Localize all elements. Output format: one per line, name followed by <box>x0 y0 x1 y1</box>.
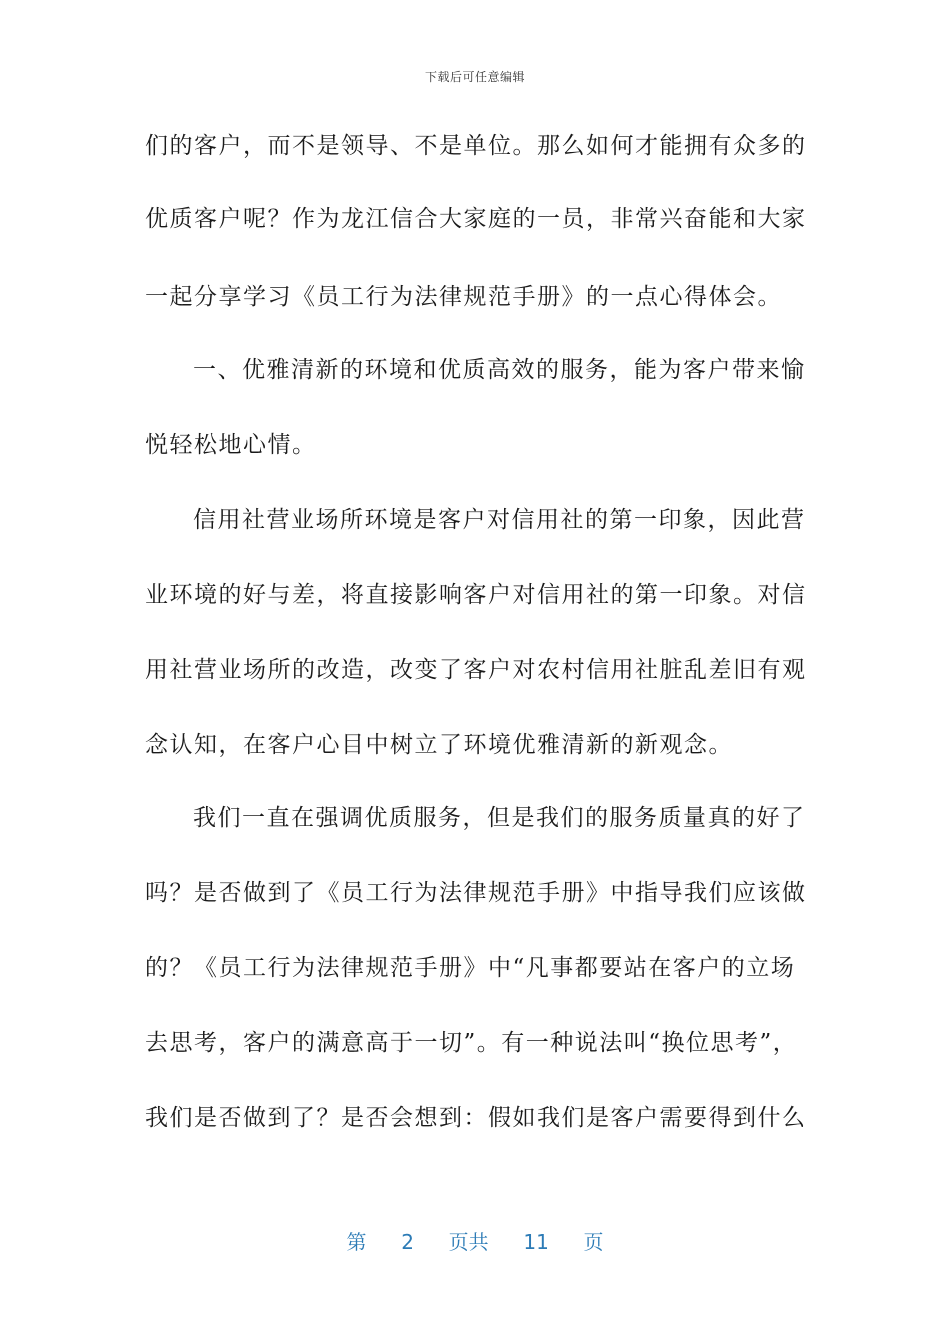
footer-total-pages: 11 <box>523 1230 549 1254</box>
text-line: 我们是否做到了？是否会想到：假如我们是客户需要得到什么 <box>145 1105 807 1131</box>
text-line: 吗？是否做到了《员工行为法律规范手册》中指导我们应该做 <box>145 880 807 906</box>
footer-page-number: 2 <box>401 1230 414 1254</box>
text-line: 念认知，在客户心目中树立了环境优雅清新的新观念。 <box>145 732 733 758</box>
text-line: 一起分享学习《员工行为法律规范手册》的一点心得体会。 <box>145 284 782 310</box>
text-line: 信用社营业场所环境是客户对信用社的第一印象，因此营 <box>193 507 806 533</box>
text-line: 们的客户，而不是领导、不是单位。那么如何才能拥有众多的 <box>145 133 807 159</box>
footer-suffix: 页 <box>583 1230 604 1254</box>
text-line: 的？《员工行为法律规范手册》中“凡事都要站在客户的立场 <box>145 955 796 981</box>
text-line: 用社营业场所的改造，改变了客户对农村信用社脏乱差旧有观 <box>145 657 807 683</box>
page-footer <box>0 1226 950 1255</box>
text-line: 优质客户呢？作为龙江信合大家庭的一员，非常兴奋能和大家 <box>145 206 807 232</box>
header-note: 下载后可任意编辑 <box>424 70 525 84</box>
footer-prefix: 第 <box>346 1230 367 1254</box>
text-line: 悦轻松地心情。 <box>145 432 317 458</box>
text-line: 去思考，客户的满意高于一切”。有一种说法叫“换位思考”， <box>145 1030 798 1056</box>
text-line: 我们一直在强调优质服务，但是我们的服务质量真的好了 <box>193 805 806 831</box>
footer-middle: 页共 <box>448 1230 489 1254</box>
text-line: 一、优雅清新的环境和优质高效的服务，能为客户带来愉 <box>193 357 806 383</box>
text-line: 业环境的好与差，将直接影响客户对信用社的第一印象。对信 <box>145 582 807 608</box>
